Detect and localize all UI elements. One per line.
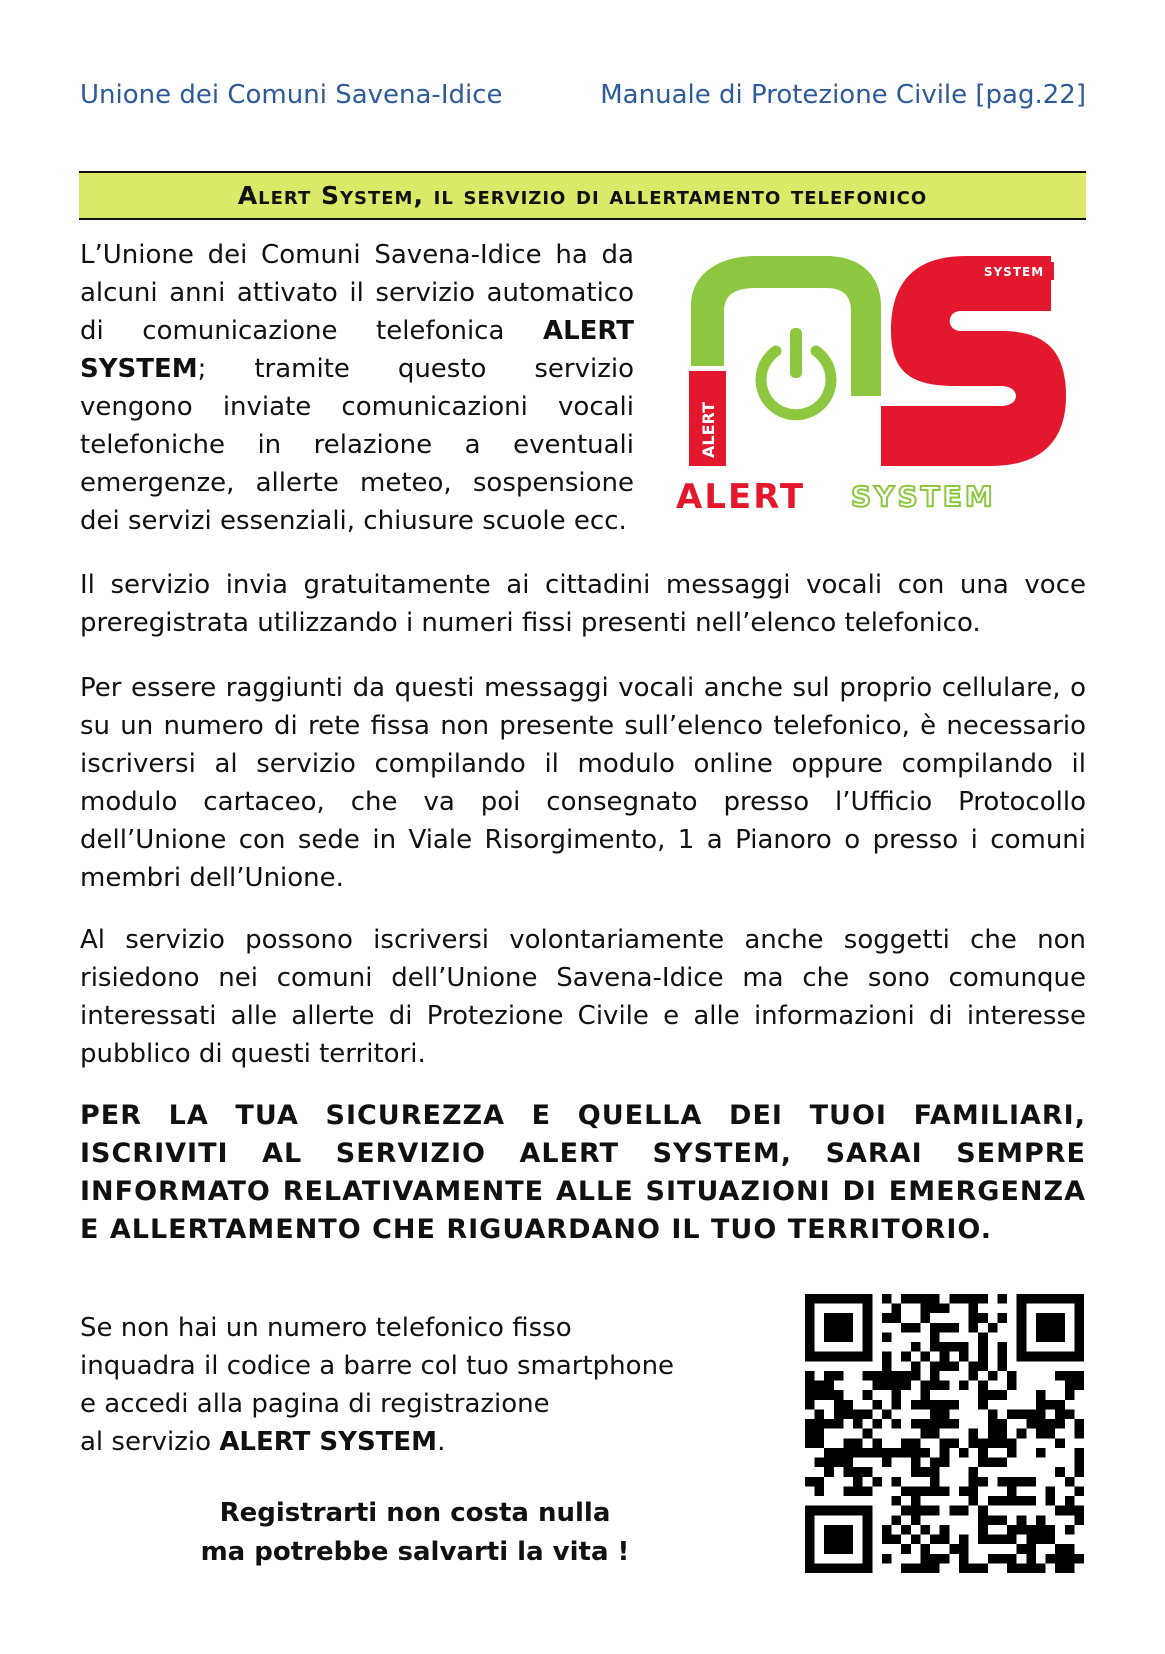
registration-instructions: Se non hai un numero telefonico fisso inquadra il codice a barre col tuo smartphone e accedi alla pagina di registrazione al servizio ALERT SYSTEM. (80, 1313, 675, 1457)
section-title: Alert System, il servizio di allertamento telefonico (79, 171, 1086, 220)
alert-system-logo (656, 236, 1086, 516)
logo-top-text: SYSTEM (983, 265, 1045, 279)
logo-side-text: ALERT (699, 401, 718, 458)
intro-alert-system: ALERT SYSTEM (80, 316, 634, 384)
intro-block (80, 236, 1086, 540)
header-union-name: Unione dei Comuni Savena-Idice (80, 80, 503, 110)
safety-callout: PER LA TUA SICUREZZA E QUELLA DEI TUOI FAMILIARI, ISCRIVITI AL SERVIZIO ALERT SYSTEM, SARAI SEMPRE INFORMATO RELATIVAMENTE ALLE SITUAZIONI DI EMERGENZA E ALLERTAMENTO CHE RIGUARDANO IL TUO TERRITORIO. (80, 1100, 1086, 1245)
paragraph-free-service: Il servizio invia gratuitamente ai cittadini messaggi vocali con una voce preregistrata utilizzando i numeri fissi presenti nell’elenco telefonico. (80, 570, 1086, 638)
intro-paragraph: L’Unione dei Comuni Savena-Idice ha da alcuni anni attivato il servizio automatico di comunicazione telefonica ALERT SYSTEM; tramite questo servizio vengono inviate comunicazioni vocali telefoniche in relazione a eventuali emergenze, allerte meteo, sospensione dei servizi essenziali, chiusure scuole ecc. (80, 240, 634, 536)
logo-word-system: SYSTEM (851, 480, 996, 513)
logo-red-s (881, 256, 1066, 466)
logo-word-alert: ALERT (676, 477, 806, 516)
paragraph-volunteers: Al servizio possono iscriversi volontariamente anche soggetti che non risiedono nei comuni dell’Unione Savena-Idice ma che sono comunque interessati alle allerte di Protezione Civile e alle informazioni di interesse pubblico di questi territori. (80, 925, 1086, 1069)
slogan: Registrarti non costa nulla ma potrebbe salvarti la vita ! (200, 1498, 630, 1567)
header-manual-page: Manuale di Protezione Civile [pag.22] (600, 80, 1086, 110)
paragraph-registration: Per essere raggiunti da questi messaggi vocali anche sul proprio cellulare, o su un numero di rete fissa non presente sull’elenco telefonico, è necessario iscriversi al servizio compilando il modulo online oppure compilando il modulo cartaceo, che va poi consegnato presso l’Ufficio Protocollo dell’Unione con sede in Viale Risorgimento, 1 a Pianoro o presso i comuni membri dell’Unione. (80, 673, 1086, 893)
qr-code[interactable] (803, 1294, 1086, 1573)
power-icon (761, 328, 831, 415)
